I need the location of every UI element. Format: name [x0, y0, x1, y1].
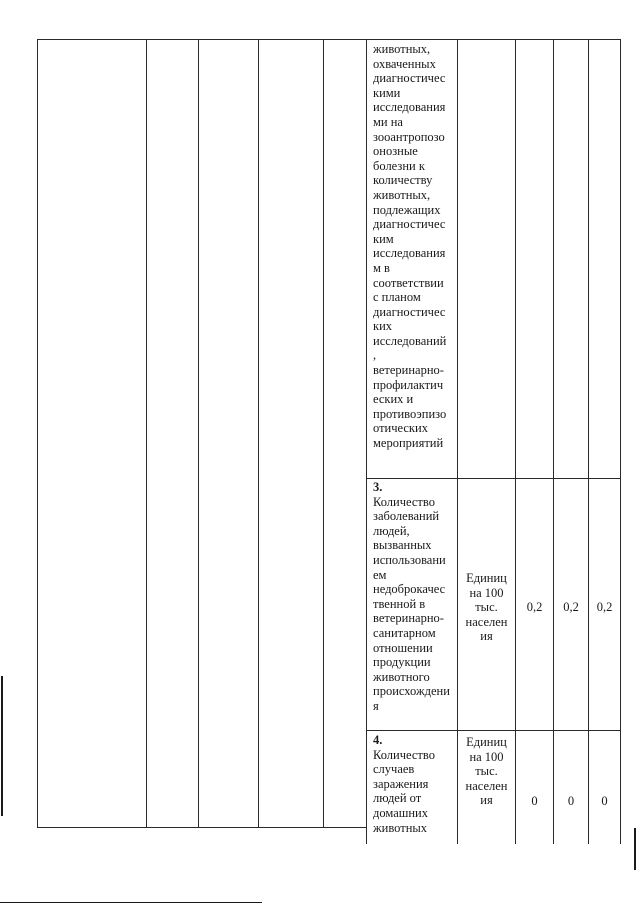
indicator-text: животных, охваченных диагностичес кими исследования ми на зооантропозо онозные болезни к количеству животных, подлежащих диагностичес ким исследования м в соответствии с планом диагностичес ких исследований , ветеринарно- профилактич еских и противоэпизо отических мероприятий	[373, 42, 447, 451]
row-divider	[366, 478, 620, 479]
value-cell: 0	[601, 794, 608, 808]
column-border	[366, 39, 367, 844]
scan-artifact-right	[634, 828, 636, 870]
value-cell: 0,2	[563, 600, 579, 614]
value-cell: 0,2	[526, 600, 543, 614]
row-divider	[366, 730, 620, 731]
column-border	[457, 39, 458, 844]
scan-artifact-bottom	[0, 902, 262, 903]
unit-cell: Единиц на 100 тыс. населен ия	[465, 571, 508, 644]
column-border	[588, 39, 589, 844]
value-cell: 0	[531, 794, 538, 808]
column-border	[37, 39, 38, 828]
column-border	[198, 39, 199, 828]
table-top-border	[37, 39, 621, 40]
indicator-text: 4. Количество случаев заражения людей от домашних животных	[373, 733, 435, 835]
column-border	[553, 39, 554, 844]
column-border	[515, 39, 516, 844]
column-border	[146, 39, 147, 828]
unit-cell: Единиц на 100 тыс. населен ия	[465, 735, 508, 808]
column-border	[323, 39, 324, 828]
value-cell: 0,2	[596, 600, 613, 614]
column-border	[620, 39, 621, 844]
scan-artifact-left	[1, 676, 3, 816]
column-border	[258, 39, 259, 828]
value-cell: 0	[567, 794, 575, 808]
indicator-text: 3. Количество заболеваний людей, вызванных использовани ем недоброкачес твенной в ветеринарно- санитарном отношении продукции животного происхождени я	[373, 480, 450, 713]
indicator-number: 3.	[373, 480, 383, 494]
indicator-number: 4.	[373, 733, 383, 747]
table-bottom-border	[37, 827, 366, 828]
